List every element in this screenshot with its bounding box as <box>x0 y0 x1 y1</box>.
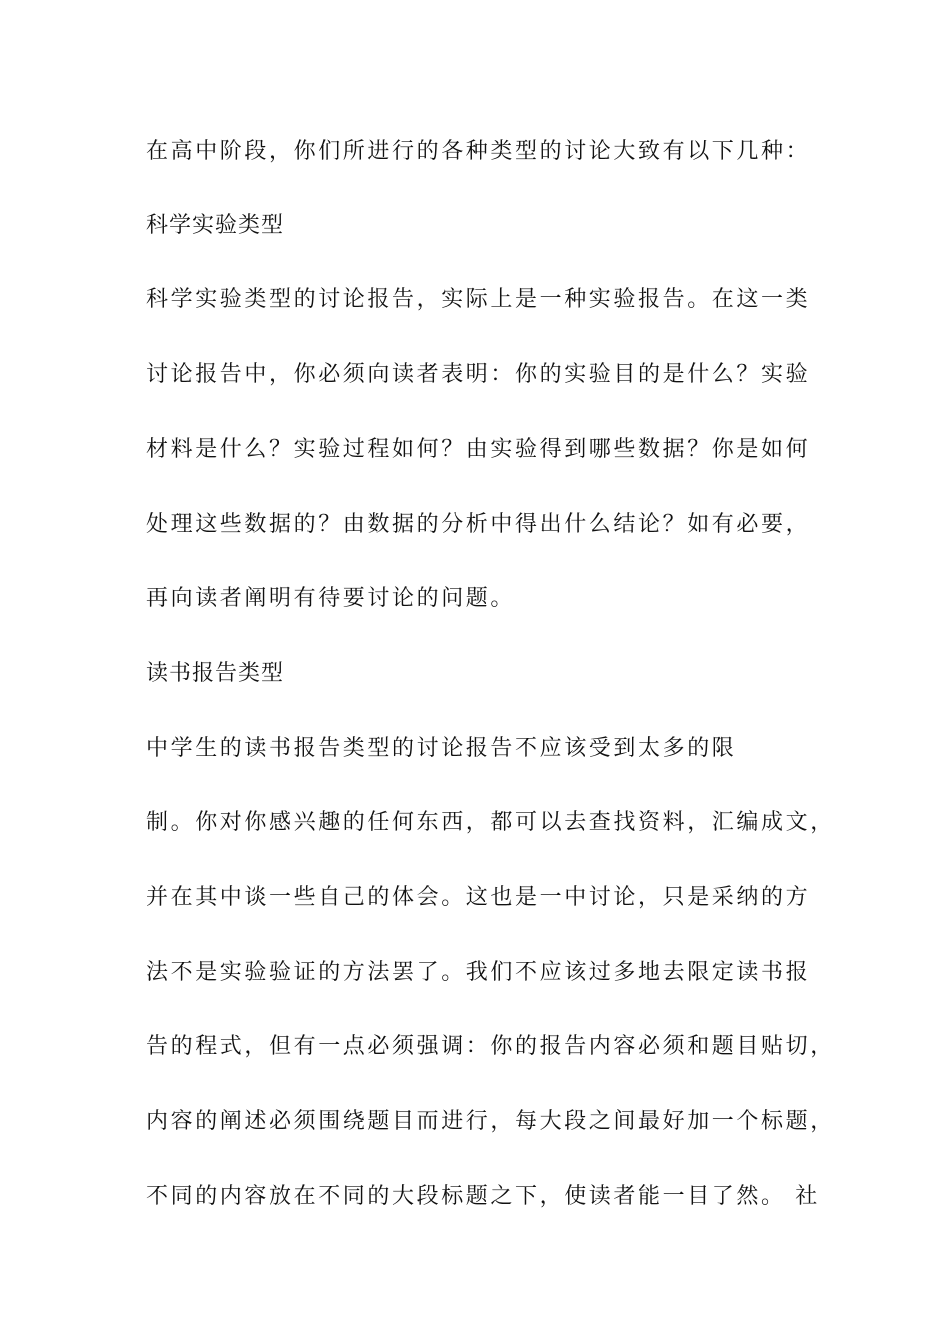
paragraph-line: 讨论报告中，你必须向读者表明：你的实验目的是什么？实验 <box>146 362 811 387</box>
intro-line: 在高中阶段，你们所进行的各种类型的讨论大致有以下几种： <box>146 139 811 164</box>
paragraph-line: 材料是什么？实验过程如何？由实验得到哪些数据？你是如何 <box>146 437 811 462</box>
section-heading-reading: 读书报告类型 <box>146 661 285 686</box>
paragraph-line: 中学生的读书报告类型的讨论报告不应该受到太多的限 <box>146 736 737 761</box>
paragraph-line: 并在其中谈一些自己的体会。这也是一中讨论，只是采纳的方 <box>146 885 811 910</box>
paragraph-line: 内容的阐述必须围绕题目而进行，每大段之间最好加一个标题， <box>146 1109 835 1134</box>
section-heading-science: 科学实验类型 <box>146 213 285 238</box>
paragraph-line: 科学实验类型的讨论报告，实际上是一种实验报告。在这一类 <box>146 287 811 312</box>
paragraph-line: 再向读者阐明有待要讨论的问题。 <box>146 586 516 611</box>
paragraph-line: 不同的内容放在不同的大段标题之下，使读者能一目了然。 社 <box>146 1184 820 1209</box>
paragraph-line: 法不是实验验证的方法罢了。我们不应该过多地去限定读书报 <box>146 960 811 985</box>
paragraph-line: 制。你对你感兴趣的任何东西，都可以去查找资料，汇编成文， <box>146 810 835 835</box>
paragraph-line: 处理这些数据的？由数据的分析中得出什么结论？如有必要， <box>146 512 811 537</box>
paragraph-line: 告的程式，但有一点必须强调：你的报告内容必须和题目贴切， <box>146 1034 835 1059</box>
